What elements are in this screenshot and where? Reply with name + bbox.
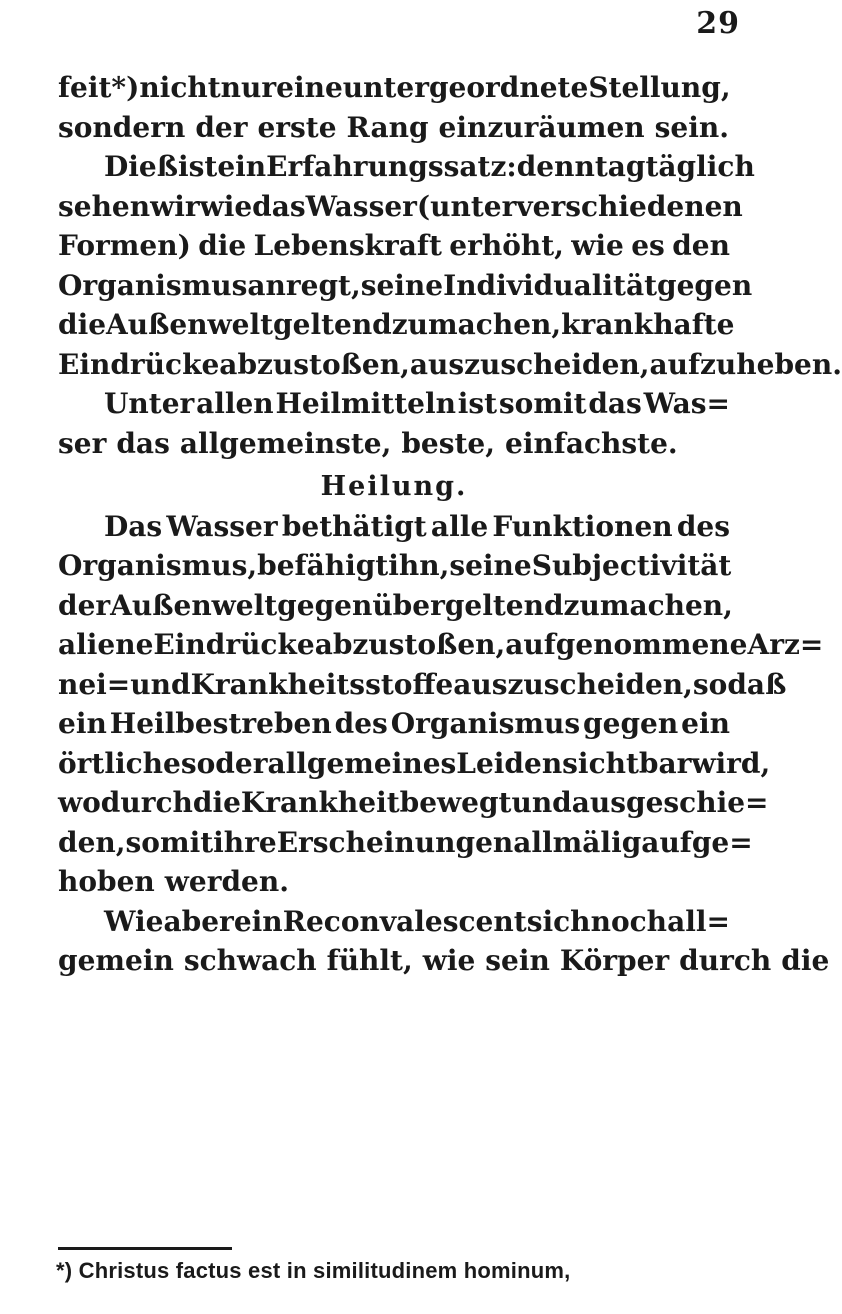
text-line: Formen) die Lebenskraft erhöht, wie es den <box>58 229 730 262</box>
text-line: den, somit ihre Erscheinungen allmälig aufge= <box>58 825 753 859</box>
text-line: Organismus anregt, seine Individualität gegen <box>58 268 753 302</box>
paragraph-group-after-heading <box>58 507 830 981</box>
text-line: gemein schwach fühlt, wie sein Körper durch die <box>58 944 830 977</box>
text-line: wodurch die Krankheit bewegt und ausgeschie= <box>58 786 769 819</box>
text-line: sehen wir wie das Wasser (unter verschiedenen <box>58 189 743 223</box>
text-line: Wie aber ein Reconvalescent sich noch all= <box>104 904 730 938</box>
paragraph-group-before-heading <box>58 68 842 463</box>
text-line: ser das allgemeinste, beste, einfachste. <box>58 426 678 460</box>
footnote-rule <box>58 1247 232 1250</box>
section-heading: Heilung. <box>320 471 468 502</box>
text-line: Das Wasser bethätigt alle Funktionen des <box>104 509 730 543</box>
text-line: feit*) nicht nur eine untergeordnete Stellung, <box>58 71 731 104</box>
text-line: nei= und Krankheitsstoffe auszuscheiden, so daß <box>58 667 787 701</box>
text-line: Eindrücke abzustoßen, auszuscheiden, aufzuheben. <box>58 347 842 381</box>
text-line: Unter allen Heilmitteln ist somit das Was= <box>104 387 730 420</box>
text-line: hoben werden. <box>58 865 289 898</box>
text-line: ein Heilbestreben des Organismus gegen ein <box>58 707 730 740</box>
text-line: sondern der erste Rang einzuräumen sein. <box>58 110 729 144</box>
text-line: aliene Eindrücke abzustoßen, aufgenommene Arz= <box>58 628 824 661</box>
text-line: die Außenwelt geltend zu machen, krankhafte <box>58 308 735 341</box>
text-line: Organismus, befähigt ihn, seine Subjectivität <box>58 549 732 582</box>
footnote: *) Christus factus est in similitudinem hominum, <box>56 1258 571 1283</box>
page-number: 29 <box>696 6 740 41</box>
text-line: der Außenwelt gegenüber geltend zu machen, <box>58 588 733 622</box>
body-text <box>58 68 842 981</box>
text-line: Dieß ist ein Erfahrungssatz: denn tagtäglich <box>104 150 755 183</box>
text-line: örtliches oder allgemeines Leiden sichtbar wird, <box>58 746 771 780</box>
